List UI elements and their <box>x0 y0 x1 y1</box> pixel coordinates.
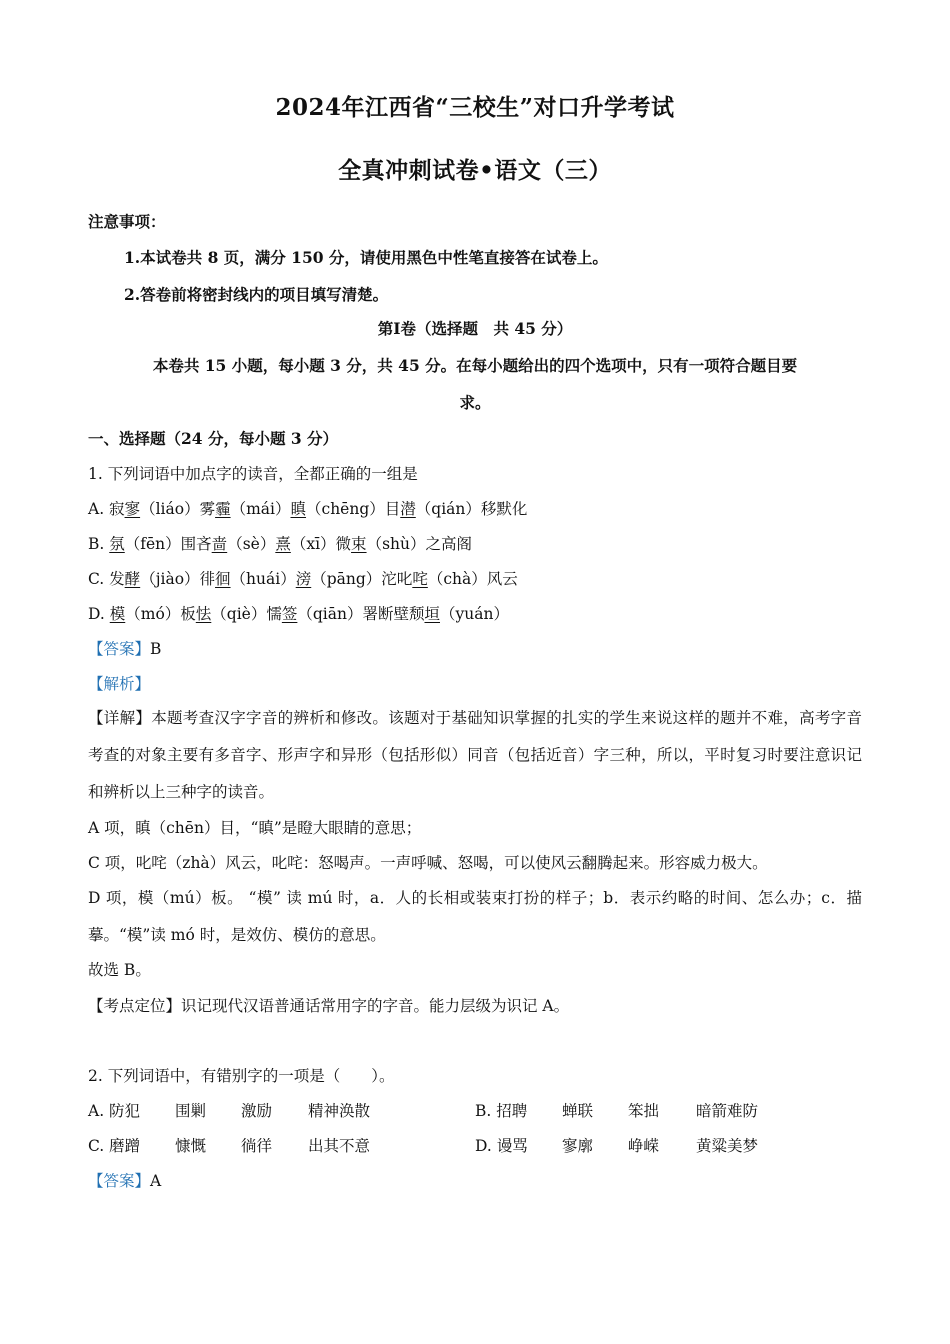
notice-item-1: 1.本试卷共 8 页，满分 150 分，请使用黑色中性笔直接答在试卷上。 <box>124 248 608 267</box>
question-1-kaodian: 【考点定位】识记现代汉语普通话常用字的字音。能力层级为识记 A。 <box>88 997 570 1015</box>
section-heading: 第Ⅰ卷（选择题 共 45 分） <box>377 319 573 338</box>
option-c-word-2: 慷慨 <box>175 1137 207 1155</box>
option-b-word-4: 暗箭难防 <box>696 1102 759 1120</box>
answer-tag: 【答案】 <box>88 640 151 658</box>
option-d-word-2: 寥廓 <box>562 1137 594 1155</box>
section-description-line1: 本卷共 15 小题，每小题 3 分，共 45 分。在每小题给出的四个选项中，只有一项符合题目要 <box>152 356 798 375</box>
option-c-word-3: 徜徉 <box>241 1137 273 1155</box>
question-1-option-a: A. 寂寥（liáo）雾霾（mái）瞋（chēng）目潜（qián）移默化 <box>88 500 528 518</box>
question-1-answer <box>88 638 161 660</box>
section-description-line2: 求。 <box>459 393 491 412</box>
notice-heading: 注意事项： <box>88 212 166 231</box>
exam-subtitle: 全真冲刺试卷•语文（三） <box>338 157 612 184</box>
option-c-word-4: 出其不意 <box>308 1137 371 1155</box>
option-d-word-3: 峥嵘 <box>628 1137 660 1155</box>
answer-tag: 【答案】 <box>88 1172 151 1190</box>
answer-value: A <box>150 1172 162 1190</box>
question-1-option-b: B. 氛（fēn）围吝啬（sè）熹（xī）微束（shù）之高阁 <box>88 535 472 553</box>
option-a-word-1: A. 防犯 <box>88 1102 141 1120</box>
question-2-options-row-2 <box>88 1135 868 1157</box>
question-2-options-row-1 <box>88 1100 868 1122</box>
question-2-answer <box>88 1170 161 1192</box>
question-1-note-d: D 项，模（mú）板。 “模” 读 mú 时，a．人的长相或装束打扮的样子；b．表示约略的时间、怎么办；c．描摹。“模”读 mó 时，是效仿、模仿的意思。 <box>88 889 862 944</box>
option-b-word-2: 蝉联 <box>562 1102 594 1120</box>
question-1-note-a: A 项，瞋（chēn）目，“瞋”是瞪大眼睛的意思； <box>88 819 422 837</box>
notice-item-2: 2.答卷前将密封线内的项目填写清楚。 <box>124 285 389 304</box>
question-1-note-c: C 项，叱咤（zhà）风云，叱咤：怒喝声。一声呼喊、怒喝，可以使风云翻腾起来。形容威力极大。 <box>88 854 768 872</box>
option-c-word-1: C. 磨蹭 <box>88 1137 141 1155</box>
option-b-word-1: B. 招聘 <box>475 1102 528 1120</box>
question-1-detail: 【详解】本题考查汉字字音的辨析和修改。该题对于基础知识掌握的扎实的学生来说这样的题并不难，高考字音考查的对象主要有多音字、形声字和异形（包括形似）同音（包括近音）字三种，所以，平时复习时要注意识记和辨析以上三种字的读音。 <box>88 709 862 801</box>
option-a-word-4: 精神涣散 <box>308 1102 371 1120</box>
option-a-word-2: 围剿 <box>175 1102 207 1120</box>
exam-title: 2024年江西省“三校生”对口升学考试 <box>275 94 675 121</box>
question-1-analysis-tag: 【解析】 <box>88 675 151 693</box>
part-heading: 一、选择题（24 分，每小题 3 分） <box>88 429 339 448</box>
option-b-word-3: 笨拙 <box>628 1102 660 1120</box>
question-2-stem: 2. 下列词语中，有错别字的一项是（ ）。 <box>88 1067 395 1085</box>
question-1-option-c: C. 发酵（jiào）徘徊（huái）滂（pāng）沱叱咤（chà）风云 <box>88 570 518 588</box>
option-a-word-3: 激励 <box>241 1102 273 1120</box>
option-d-word-4: 黄粱美梦 <box>696 1137 759 1155</box>
answer-value: B <box>150 640 162 658</box>
question-1-option-d: D. 模（mó）板怯（qiè）懦签（qiān）署断壁颓垣（yuán） <box>88 605 509 623</box>
option-d-word-1: D. 谩骂 <box>475 1137 528 1155</box>
question-1-stem: 1. 下列词语中加点字的读音，全都正确的一组是 <box>88 465 418 483</box>
question-1-conclusion: 故选 B。 <box>88 961 151 979</box>
